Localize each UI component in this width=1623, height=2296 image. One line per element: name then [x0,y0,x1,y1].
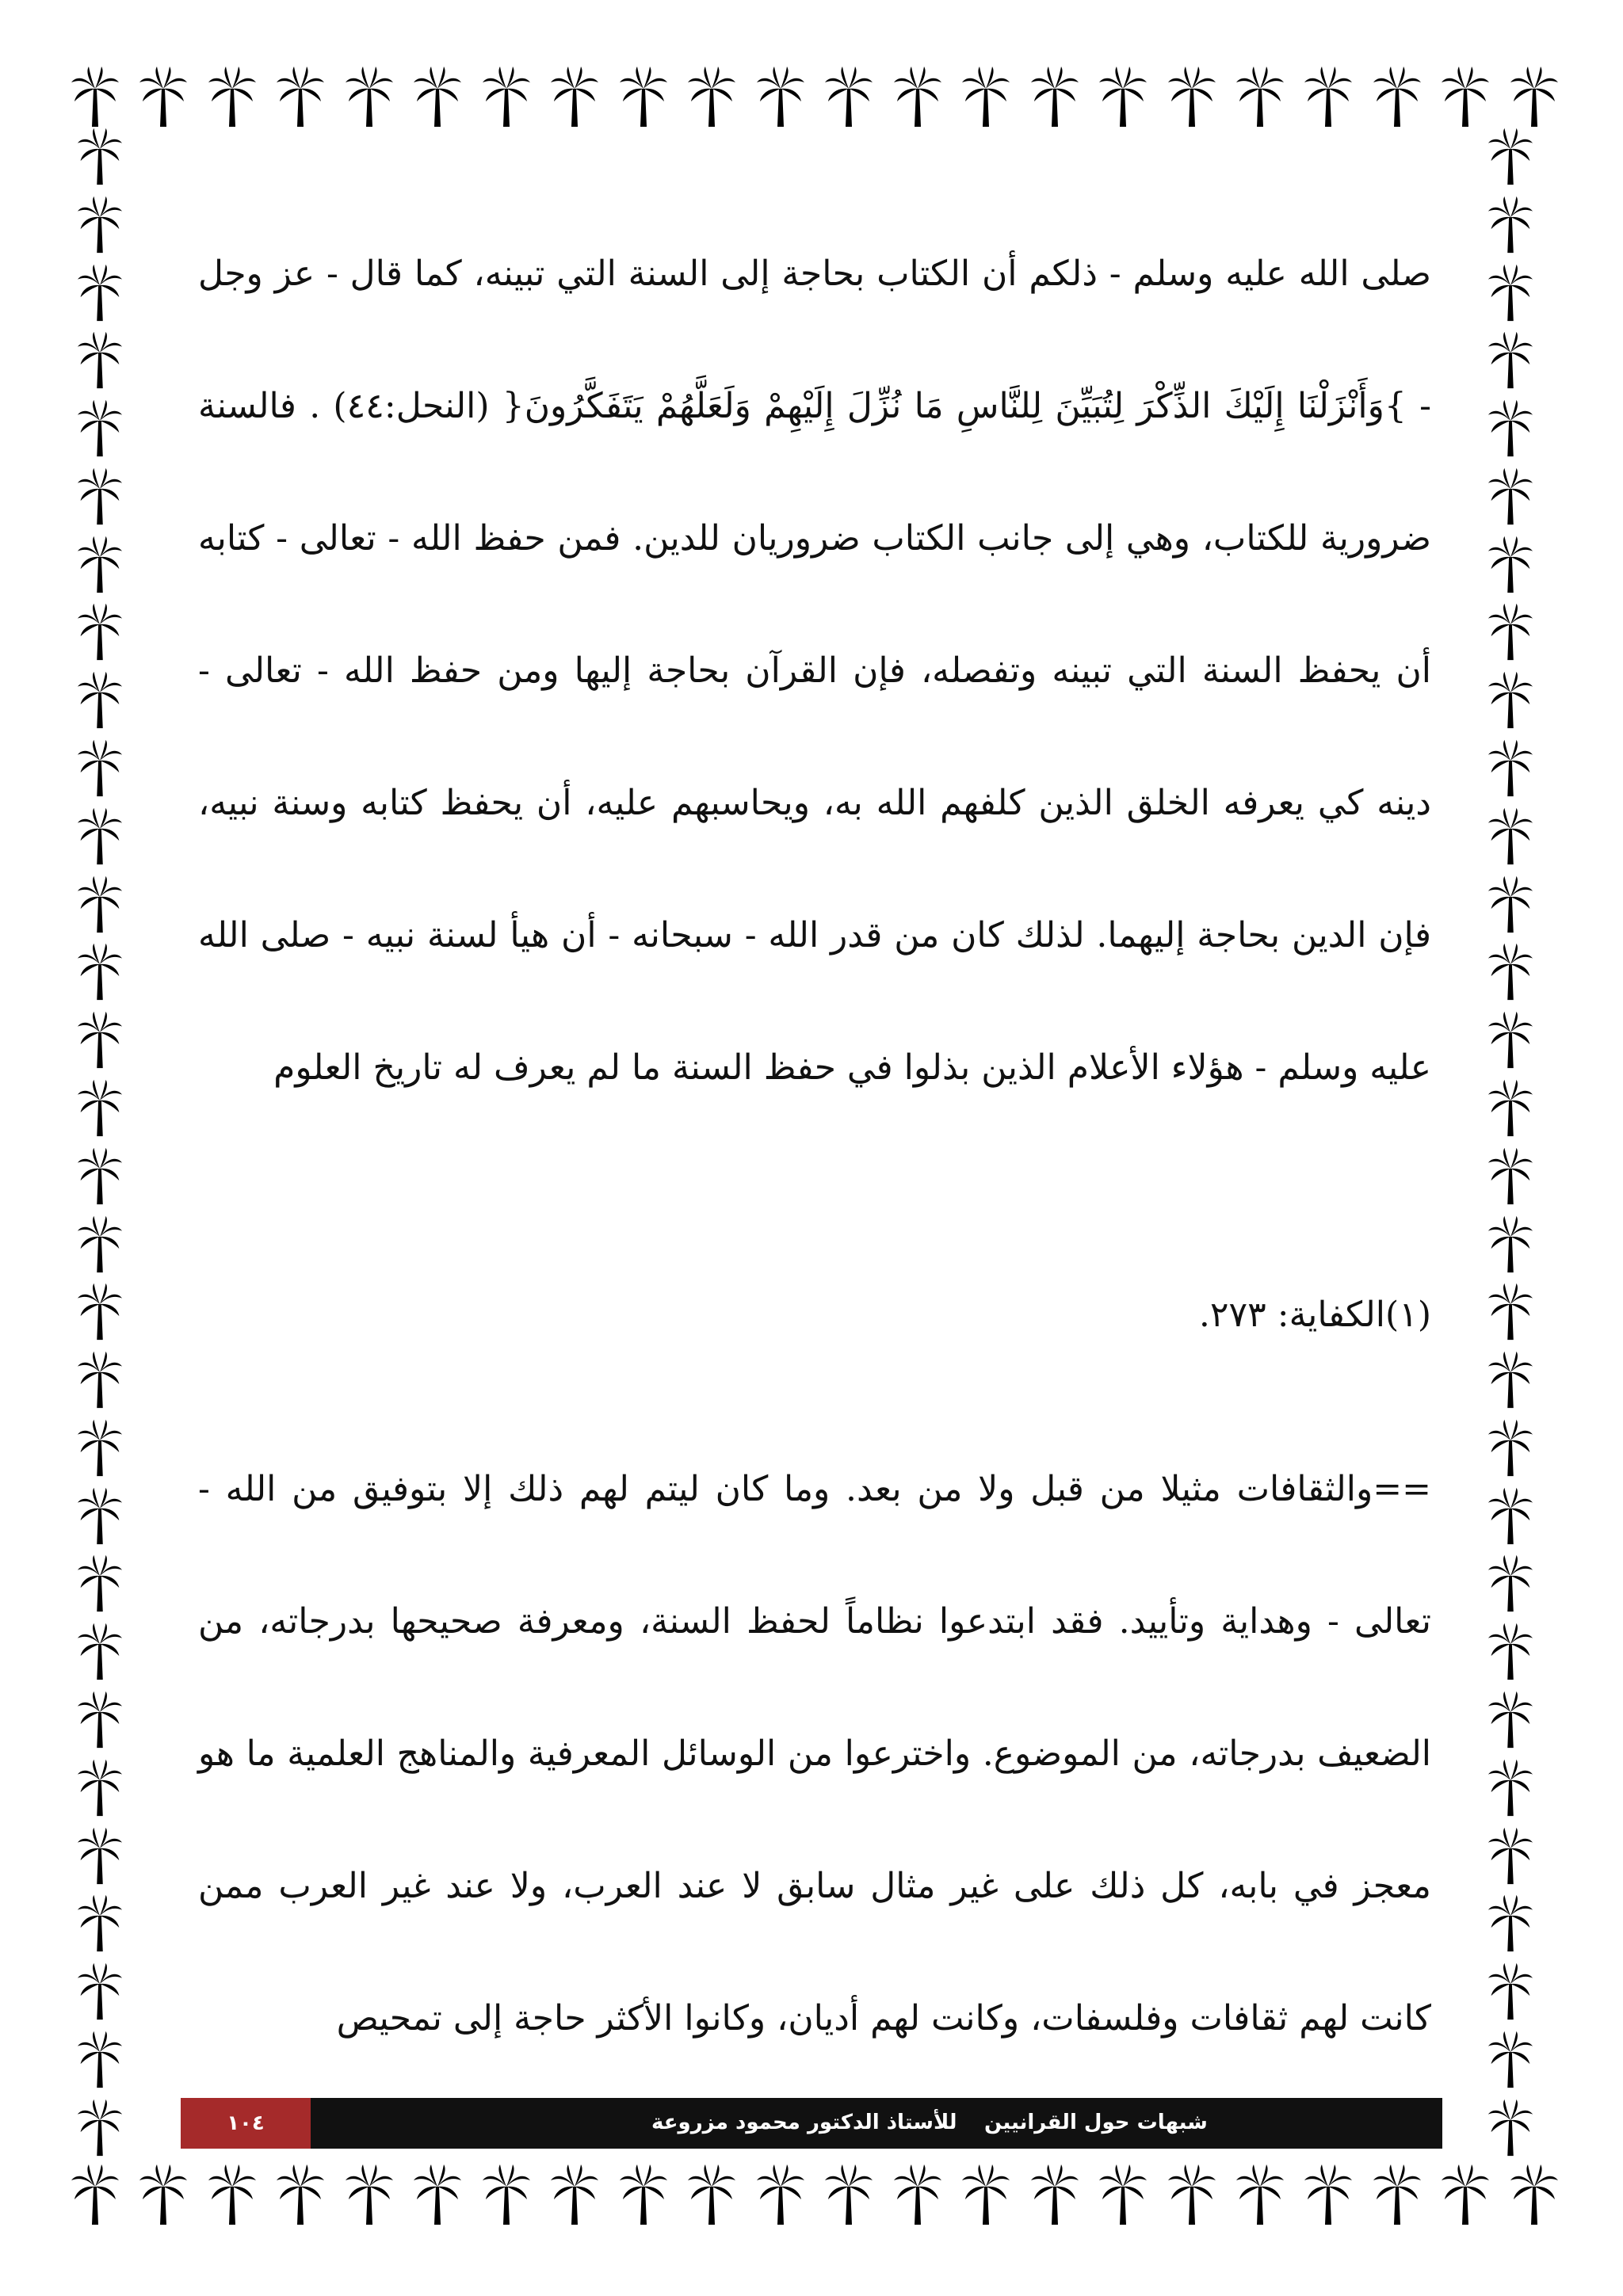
palm-tree-icon [686,65,737,128]
palm-tree-icon [275,2163,326,2226]
palm-tree-icon [76,1894,124,1951]
palm-tree-icon [76,1146,124,1203]
palm-tree-icon [823,65,874,128]
palm-tree-icon [344,65,395,128]
continued-text-block [198,1423,1431,2084]
palm-tree-icon [1487,399,1534,456]
palm-tree-icon [1487,1962,1534,2019]
palm-tree-icon [549,2163,600,2226]
palm-tree-icon [1487,1215,1534,1272]
footnote-text: (١)الكفاية: ٢٧٣. [1198,1295,1431,1335]
palm-tree-icon [76,2098,124,2155]
bottom-palm-border [70,2163,1560,2229]
left-palm-border [76,127,133,2155]
palm-tree-icon [76,1486,124,1543]
palm-tree-icon [76,127,124,184]
palm-tree-icon [76,1758,124,1815]
palm-tree-icon [1235,65,1285,128]
palm-tree-icon [481,2163,532,2226]
main-text-block [198,208,1431,1134]
palm-tree-icon [1487,875,1534,932]
palm-tree-icon [1487,1486,1534,1543]
palm-tree-icon [76,1826,124,1883]
palm-tree-icon [138,2163,189,2226]
palm-tree-icon [76,467,124,524]
palm-tree-icon [76,1622,124,1679]
palm-tree-icon [823,2163,874,2226]
palm-tree-icon [1487,1758,1534,1815]
palm-tree-icon [1487,1894,1534,1951]
palm-tree-icon [138,65,189,128]
palm-tree-icon [1487,467,1534,524]
palm-tree-icon [1487,670,1534,727]
palm-tree-icon [76,670,124,727]
palm-tree-icon [1487,127,1534,184]
palm-tree-icon [70,2163,120,2226]
palm-tree-icon [1487,1282,1534,1339]
palm-tree-icon [76,330,124,387]
palm-tree-icon [1487,807,1534,864]
body-paragraph: صلى الله عليه وسلم - ذلكم أن الكتاب بحاجة إلى السنة التي تبينه، كما قال - عز وجل - }وَأَنْزَلْنَا إِلَيْكَ الذِّكْرَ لِتُبَيِّنَ لِلنَّاسِ مَا نُزِّلَ إِلَيْهِمْ وَلَعَلَّهُمْ يَتَفَكَّرُونَ{ (النحل:٤٤) . فالسنة ضرورية للكتاب، وهي إلى جانب الكتاب ضروريان للدين. فمن حفظ الله - تعالى - كتابه أن يحفظ السنة التي تبينه وتفصله، فإن القرآن بحاجة إليها ومن حفظ الله - تعالى - دينه كي يعرفه الخلق الذين كلفهم الله به، ويحاسبهم عليه، أن يحفظ كتابه وسنة نبيه، فإن الدين بحاجة إليهما. لذلك كان من قدر الله - سبحانه - أن هيأ لسنة نبيه - صلى الله عليه وسلم - هؤلاء الأعلام الذين بذلوا في حفظ السنة ما لم يعرف له تاريخ العلوم [198,254,1432,1088]
palm-tree-icon [1098,2163,1148,2226]
palm-tree-icon [207,2163,258,2226]
palm-tree-icon [1098,65,1148,128]
palm-tree-icon [1303,2163,1354,2226]
palm-tree-icon [76,738,124,795]
palm-tree-icon [892,2163,943,2226]
palm-tree-icon [76,1282,124,1339]
palm-tree-icon [1487,942,1534,999]
palm-tree-icon [275,65,326,128]
palm-tree-icon [618,2163,669,2226]
footer-book-title: شبهات حول القرانيين [984,2111,1208,2134]
palm-tree-icon [70,65,120,128]
palm-tree-icon [1487,1078,1534,1135]
palm-tree-icon [1487,263,1534,320]
palm-tree-icon [76,195,124,252]
palm-tree-icon [76,1350,124,1407]
palm-tree-icon [618,65,669,128]
palm-tree-icon [1487,1418,1534,1475]
palm-tree-icon [1487,2030,1534,2087]
footer-author: للأستاذ الدكتور محمود مزروعة [651,2111,957,2134]
palm-tree-icon [76,1962,124,2019]
palm-tree-icon [686,2163,737,2226]
palm-tree-icon [76,1010,124,1067]
palm-tree-icon [1029,65,1080,128]
palm-tree-icon [76,1078,124,1135]
palm-tree-icon [76,399,124,456]
right-palm-border [1487,127,1544,2155]
palm-tree-icon [1440,2163,1491,2226]
palm-tree-icon [1487,1350,1534,1407]
palm-tree-icon [1487,1622,1534,1679]
palm-tree-icon [1487,2098,1534,2155]
palm-tree-icon [1372,2163,1423,2226]
top-palm-border [70,65,1560,132]
palm-tree-icon [76,1215,124,1272]
palm-tree-icon [76,602,124,659]
palm-tree-icon [1235,2163,1285,2226]
palm-tree-icon [76,1554,124,1611]
palm-tree-icon [76,263,124,320]
palm-tree-icon [1509,2163,1560,2226]
palm-tree-icon [755,2163,806,2226]
palm-tree-icon [1167,2163,1217,2226]
palm-tree-icon [1487,1826,1534,1883]
palm-tree-icon [76,1690,124,1747]
palm-tree-icon [1487,535,1534,592]
palm-tree-icon [1029,2163,1080,2226]
palm-tree-icon [1487,1146,1534,1203]
palm-tree-icon [76,535,124,592]
palm-tree-icon [76,875,124,932]
footer-bar [311,2098,1442,2149]
palm-tree-icon [412,65,463,128]
palm-tree-icon [1487,602,1534,659]
palm-tree-icon [481,65,532,128]
palm-tree-icon [1303,65,1354,128]
palm-tree-icon [1487,330,1534,387]
palm-tree-icon [344,2163,395,2226]
palm-tree-icon [755,65,806,128]
palm-tree-icon [1487,1010,1534,1067]
palm-tree-icon [960,2163,1011,2226]
page-number: ١٠٤ [181,2098,311,2149]
body-paragraph: ==والثقافات مثيلا من قبل ولا من بعد. وما كان ليتم لهم ذلك إلا بتوفيق من الله - تعالى - وهداية وتأييد. فقد ابتدعوا نظاماً لحفظ السنة، ومعرفة صحيحها بدرجاته، من الضعيف بدرجاته، من الموضوع. واخترعوا من الوسائل المعرفية والمناهج العلمية ما هو معجز في بابه، كل ذلك على غير مثال سابق لا عند العرب، ولا عند غير العرب ممن كانت لهم ثقافات وفلسفات، وكانت لهم أديان، وكانوا الأكثر حاجة إلى تمحيص [198,1469,1431,2039]
palm-tree-icon [1167,65,1217,128]
palm-tree-icon [76,942,124,999]
palm-tree-icon [1372,65,1423,128]
palm-tree-icon [1509,65,1560,128]
palm-tree-icon [1487,1554,1534,1611]
palm-tree-icon [1440,65,1491,128]
palm-tree-icon [412,2163,463,2226]
palm-tree-icon [1487,1690,1534,1747]
page-footer [181,2098,1442,2149]
palm-tree-icon [76,2030,124,2087]
palm-tree-icon [1487,738,1534,795]
palm-tree-icon [960,65,1011,128]
palm-tree-icon [76,1418,124,1475]
palm-tree-icon [1487,195,1534,252]
palm-tree-icon [549,65,600,128]
palm-tree-icon [207,65,258,128]
footnote [198,1291,1431,1339]
palm-tree-icon [892,65,943,128]
palm-tree-icon [76,807,124,864]
